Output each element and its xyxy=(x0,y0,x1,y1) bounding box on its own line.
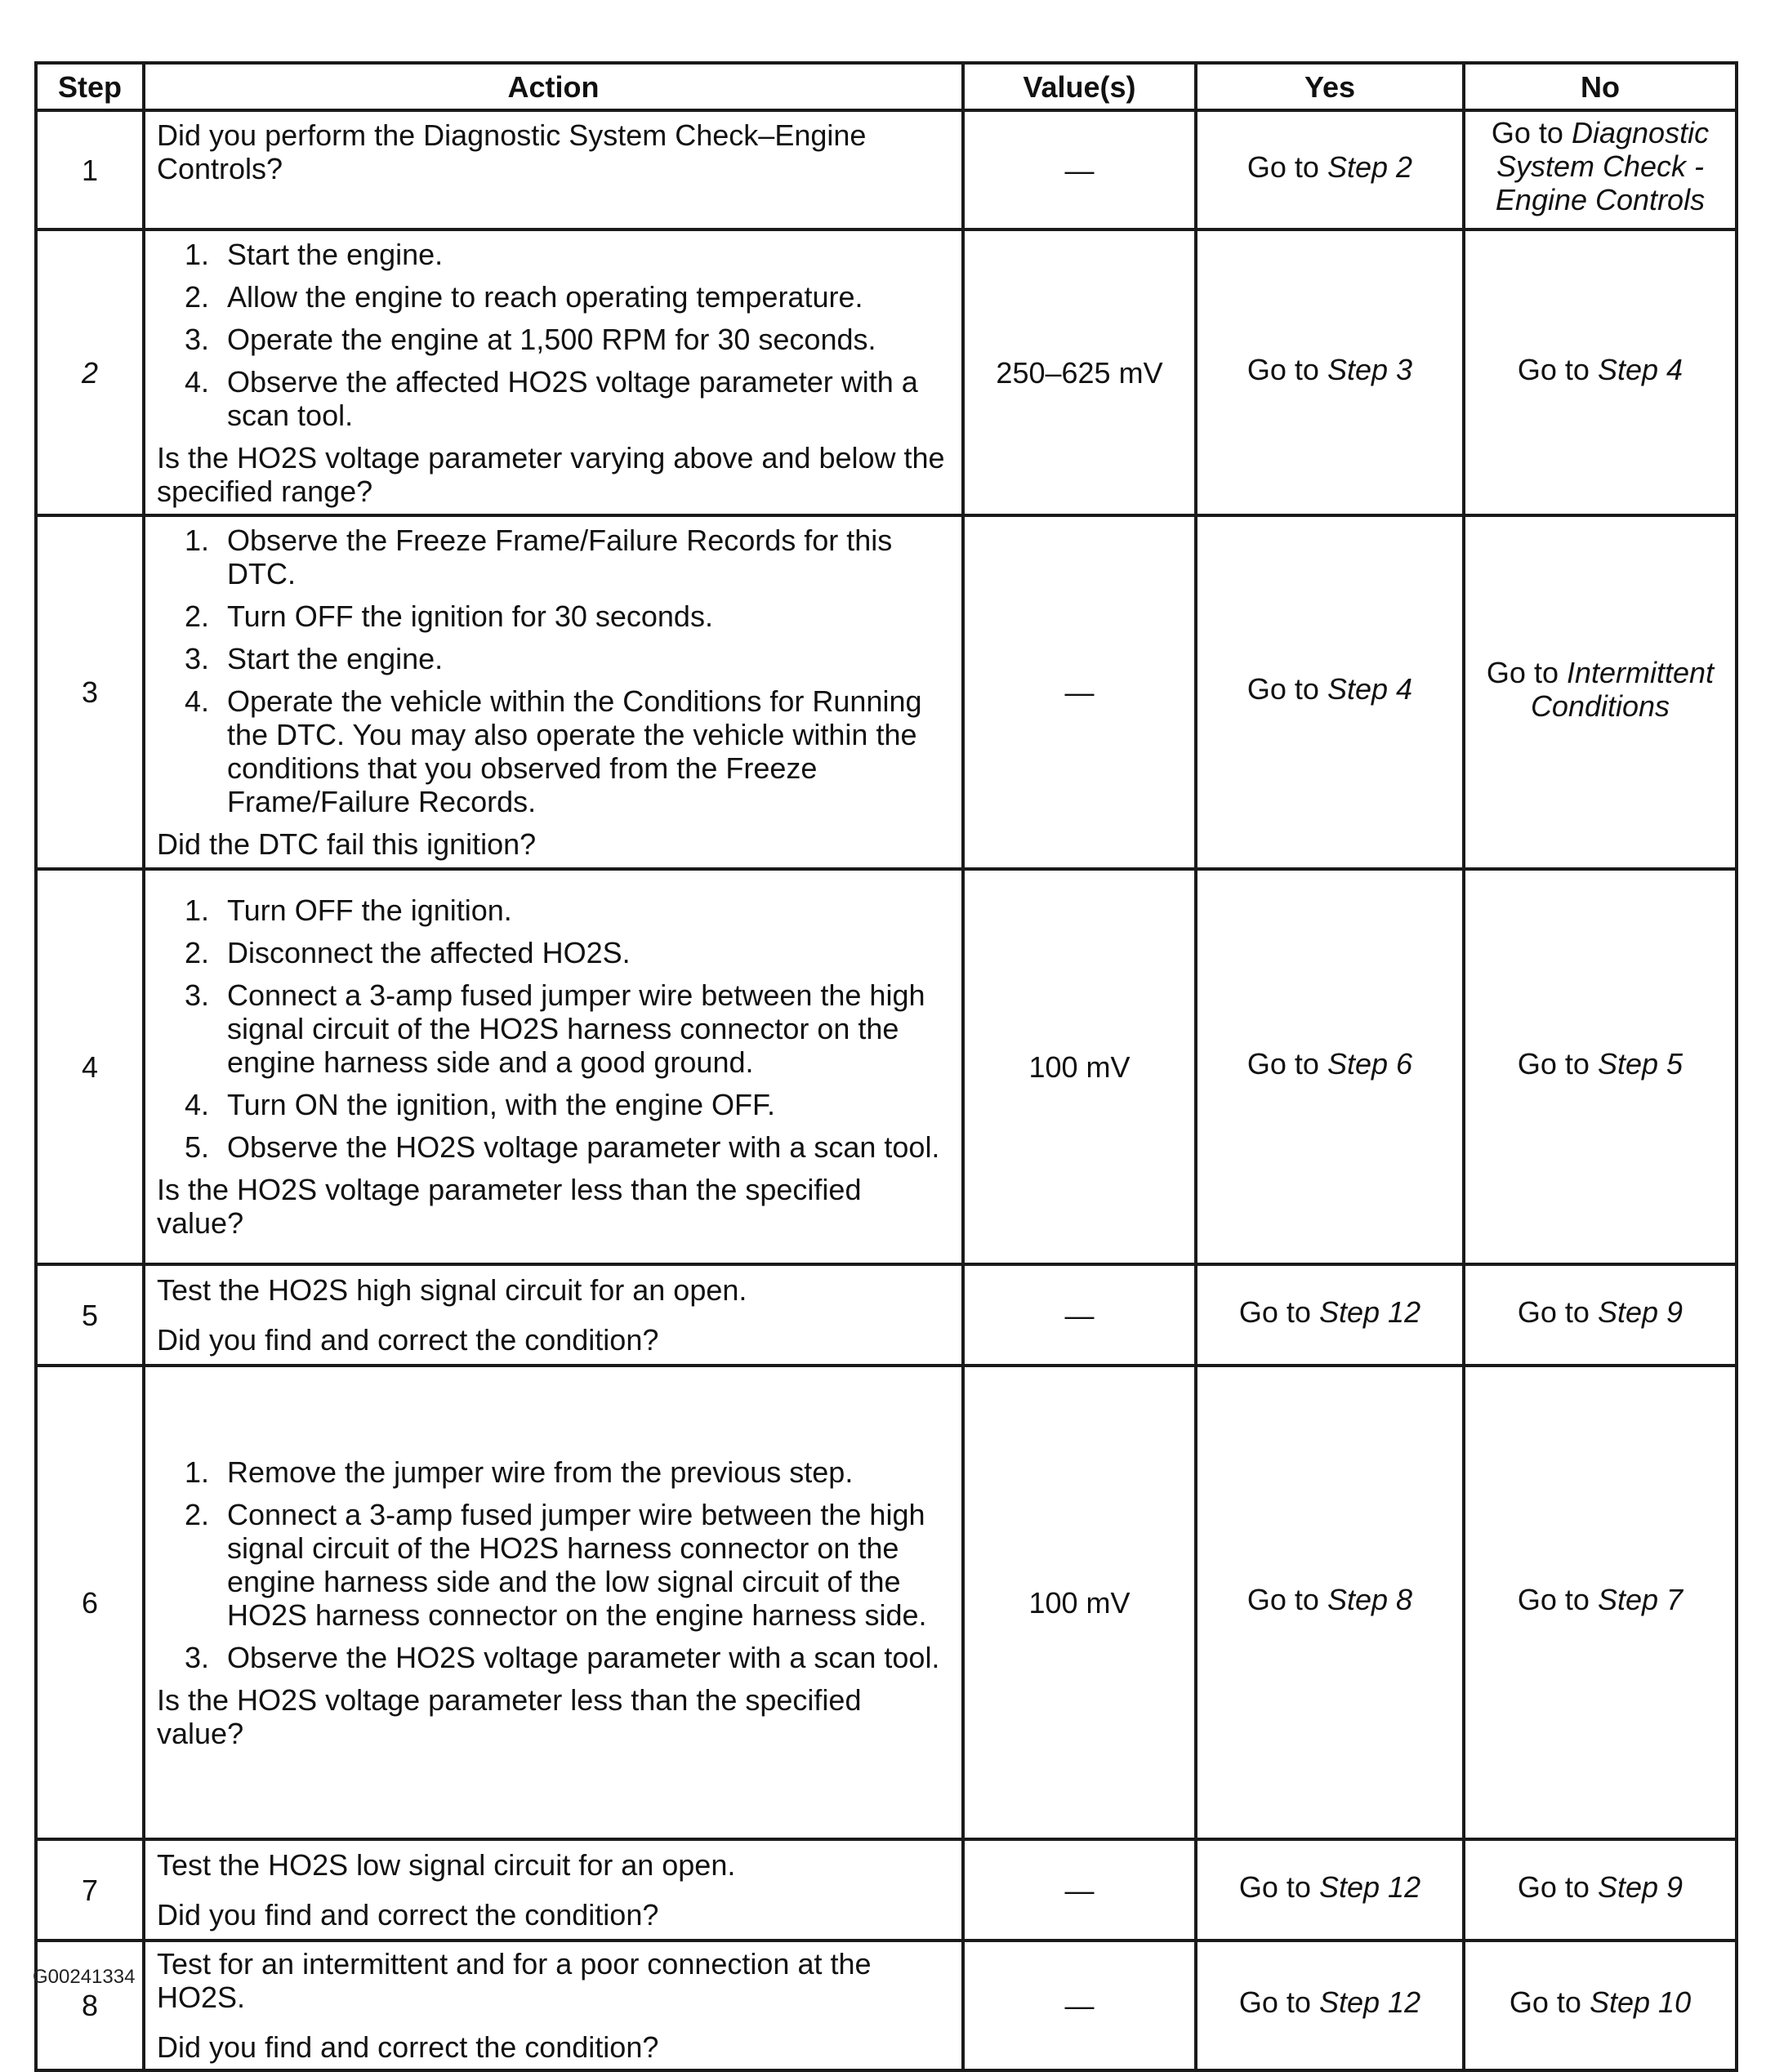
action-step xyxy=(185,323,950,356)
action-question: Did you find and correct the condition? xyxy=(157,2030,659,2064)
no-prefix: Go to xyxy=(1486,655,1559,689)
yes-link[interactable]: Step 4 xyxy=(1327,672,1413,706)
no-cell xyxy=(1464,1264,1737,1366)
no-prefix: Go to xyxy=(1517,1869,1590,1904)
value-cell: 100 mV xyxy=(963,869,1196,1264)
action-steps-list xyxy=(157,893,950,1164)
no-link[interactable]: Step 5 xyxy=(1597,1046,1683,1081)
table-row xyxy=(36,515,1737,869)
action-step xyxy=(185,1641,950,1674)
action-step xyxy=(185,642,950,675)
yes-cell xyxy=(1196,1366,1464,1839)
no-prefix: Go to xyxy=(1491,115,1563,149)
action-question: Did the DTC fail this ignition? xyxy=(157,827,537,861)
action-step-number: 3. xyxy=(185,1640,210,1674)
action-step xyxy=(185,280,950,314)
action-step xyxy=(185,599,950,633)
table-row xyxy=(36,1941,1737,2070)
no-link[interactable]: Step 9 xyxy=(1597,1294,1683,1329)
action-text: Did you perform the Diagnostic System Check–Engine Controls? xyxy=(157,118,867,185)
action-step xyxy=(185,893,950,927)
action-step-number: 1. xyxy=(185,893,210,927)
table-row xyxy=(36,869,1737,1264)
action-question: Is the HO2S voltage parameter less than the specified value? xyxy=(157,1682,862,1750)
action-step-number: 4. xyxy=(185,684,210,718)
action-cell xyxy=(144,869,963,1264)
action-text: Test the HO2S low signal circuit for an open. xyxy=(157,1848,736,1882)
action-step-text: Disconnect the affected HO2S. xyxy=(227,936,631,969)
action-cell xyxy=(144,1941,963,2070)
no-prefix: Go to xyxy=(1517,1582,1590,1616)
action-step-number: 2. xyxy=(185,936,210,969)
action-step-number: 3. xyxy=(185,978,210,1012)
value-cell: 100 mV xyxy=(963,1366,1196,1839)
action-step-number: 3. xyxy=(185,642,210,675)
header-row xyxy=(36,63,1737,110)
action-step xyxy=(185,365,950,432)
action-step-text: Operate the vehicle within the Conditions for Running the DTC. You may also operate the vehicle within the conditions that you observed from the Freeze Frame/Failure Records. xyxy=(227,684,922,818)
action-question: Is the HO2S voltage parameter less than the specified value? xyxy=(157,1173,862,1240)
action-step-number: 1. xyxy=(185,237,210,271)
no-link[interactable]: Step 9 xyxy=(1597,1869,1683,1904)
action-question: Is the HO2S voltage parameter varying above and below the specified range? xyxy=(157,440,945,508)
yes-prefix: Go to xyxy=(1238,1985,1311,2019)
no-cell xyxy=(1464,1839,1737,1941)
action-step-text: Turn OFF the ignition. xyxy=(227,893,512,927)
action-step-number: 1. xyxy=(185,1455,210,1489)
yes-prefix: Go to xyxy=(1246,149,1319,184)
action-step xyxy=(185,1498,950,1632)
action-steps-list xyxy=(157,524,950,818)
yes-link[interactable]: Step 12 xyxy=(1318,1985,1421,2019)
yes-link[interactable]: Step 12 xyxy=(1318,1869,1421,1904)
step-number: 6 xyxy=(36,1366,144,1839)
yes-prefix: Go to xyxy=(1246,1582,1319,1616)
no-cell xyxy=(1464,229,1737,515)
step-number: 2 xyxy=(36,229,144,515)
table-row xyxy=(36,229,1737,515)
step-number: 7 xyxy=(36,1839,144,1941)
no-link[interactable]: Step 10 xyxy=(1589,1985,1692,2019)
no-cell xyxy=(1464,869,1737,1264)
no-cell xyxy=(1464,110,1737,229)
yes-prefix: Go to xyxy=(1246,672,1319,706)
action-question: Did you find and correct the condition? xyxy=(157,1323,659,1357)
no-prefix: Go to xyxy=(1509,1985,1581,2019)
yes-cell xyxy=(1196,1839,1464,1941)
action-step-number: 2. xyxy=(185,1497,210,1531)
action-steps-list xyxy=(157,1455,950,1674)
action-step-text: Allow the engine to reach operating temperature. xyxy=(227,279,863,314)
action-step-number: 2. xyxy=(185,599,210,633)
action-cell xyxy=(144,110,963,229)
action-step xyxy=(185,1130,950,1164)
action-step-text: Turn OFF the ignition for 30 seconds. xyxy=(227,599,713,633)
no-link[interactable]: Intermittent xyxy=(1567,655,1715,689)
yes-link[interactable]: Step 8 xyxy=(1327,1582,1413,1616)
step-number: 1 xyxy=(36,110,144,229)
action-cell xyxy=(144,515,963,869)
action-step-text: Observe the HO2S voltage parameter with a scan tool. xyxy=(227,1640,940,1674)
action-step-text: Observe the affected HO2S voltage parameter with a scan tool. xyxy=(227,364,918,432)
yes-link[interactable]: Step 12 xyxy=(1318,1294,1421,1329)
value-cell: — xyxy=(963,1941,1196,2070)
yes-prefix: Go to xyxy=(1246,1046,1319,1081)
header-action: Action xyxy=(144,63,963,110)
step-number: 8 xyxy=(36,1941,144,2070)
action-step-text: Turn ON the ignition, with the engine OFF. xyxy=(227,1088,775,1121)
yes-prefix: Go to xyxy=(1246,352,1319,386)
action-steps-list xyxy=(157,238,950,432)
value-cell: — xyxy=(963,110,1196,229)
action-step-text: Connect a 3-amp fused jumper wire between the high signal circuit of the HO2S harness connector on the engine harness side and a good ground. xyxy=(227,978,925,1079)
no-prefix: Go to xyxy=(1517,352,1590,386)
action-cell xyxy=(144,229,963,515)
action-cell xyxy=(144,1366,963,1839)
yes-cell xyxy=(1196,1264,1464,1366)
action-step xyxy=(185,524,950,590)
action-step xyxy=(185,978,950,1079)
action-step-number: 4. xyxy=(185,364,210,399)
header-yes: Yes xyxy=(1196,63,1464,110)
no-link[interactable]: Step 4 xyxy=(1597,352,1683,386)
action-step-text: Remove the jumper wire from the previous step. xyxy=(227,1455,854,1489)
yes-link[interactable]: Step 2 xyxy=(1327,149,1413,184)
action-cell xyxy=(144,1264,963,1366)
action-step xyxy=(185,1455,950,1489)
header-values: Value(s) xyxy=(963,63,1196,110)
yes-prefix: Go to xyxy=(1238,1869,1311,1904)
action-step-text: Connect a 3-amp fused jumper wire between the high signal circuit of the HO2S harness connector on the engine harness side and the low signal circuit of the HO2S harness connector on the engine harness side. xyxy=(227,1497,927,1632)
action-step-text: Start the engine. xyxy=(227,642,444,675)
step-number: 5 xyxy=(36,1264,144,1366)
action-step-number: 5. xyxy=(185,1130,210,1164)
action-step-text: Observe the Freeze Frame/Failure Records for this DTC. xyxy=(227,524,893,590)
yes-cell xyxy=(1196,229,1464,515)
action-step-number: 2. xyxy=(185,279,210,314)
value-cell: — xyxy=(963,1264,1196,1366)
yes-link[interactable]: Step 3 xyxy=(1327,352,1413,386)
no-cell xyxy=(1464,515,1737,869)
value-cell: — xyxy=(963,515,1196,869)
no-link[interactable]: Conditions xyxy=(1530,688,1670,723)
figure-id: G00241334 xyxy=(33,1966,136,1988)
action-step xyxy=(185,1088,950,1121)
action-step xyxy=(185,684,950,818)
action-text: Test the HO2S high signal circuit for an open. xyxy=(157,1273,747,1307)
table-row xyxy=(36,110,1737,229)
table-row xyxy=(36,1366,1737,1839)
action-step-text: Operate the engine at 1,500 RPM for 30 seconds. xyxy=(227,322,876,356)
no-link[interactable]: System Check - xyxy=(1496,149,1705,183)
action-cell xyxy=(144,1839,963,1941)
yes-cell xyxy=(1196,1941,1464,2070)
table-row xyxy=(36,1264,1737,1366)
header-no: No xyxy=(1464,63,1737,110)
no-link[interactable]: Step 7 xyxy=(1597,1582,1683,1616)
table-row xyxy=(36,1839,1737,1941)
no-cell xyxy=(1464,1366,1737,1839)
yes-prefix: Go to xyxy=(1238,1294,1311,1329)
step-number: 4 xyxy=(36,869,144,1264)
yes-cell xyxy=(1196,869,1464,1264)
action-step-number: 4. xyxy=(185,1088,210,1121)
action-step xyxy=(185,238,950,271)
yes-link[interactable]: Step 6 xyxy=(1327,1046,1413,1081)
action-step-text: Observe the HO2S voltage parameter with a scan tool. xyxy=(227,1130,940,1164)
diagnostic-table xyxy=(34,61,1738,2072)
action-text: Test for an intermittent and for a poor connection at the HO2S. xyxy=(157,1947,872,2014)
yes-cell xyxy=(1196,515,1464,869)
action-step xyxy=(185,936,950,969)
action-step-text: Start the engine. xyxy=(227,237,444,271)
no-prefix: Go to xyxy=(1517,1294,1590,1329)
header-step: Step xyxy=(36,63,144,110)
no-link[interactable]: Engine Controls xyxy=(1495,182,1706,216)
yes-cell xyxy=(1196,110,1464,229)
step-number: 3 xyxy=(36,515,144,869)
action-step-number: 1. xyxy=(185,524,210,557)
value-cell: — xyxy=(963,1839,1196,1941)
action-question: Did you find and correct the condition? xyxy=(157,1898,659,1932)
action-step-number: 3. xyxy=(185,322,210,356)
value-cell: 250–625 mV xyxy=(963,229,1196,515)
no-cell xyxy=(1464,1941,1737,2070)
no-prefix: Go to xyxy=(1517,1046,1590,1081)
no-link[interactable]: Diagnostic xyxy=(1571,115,1710,149)
